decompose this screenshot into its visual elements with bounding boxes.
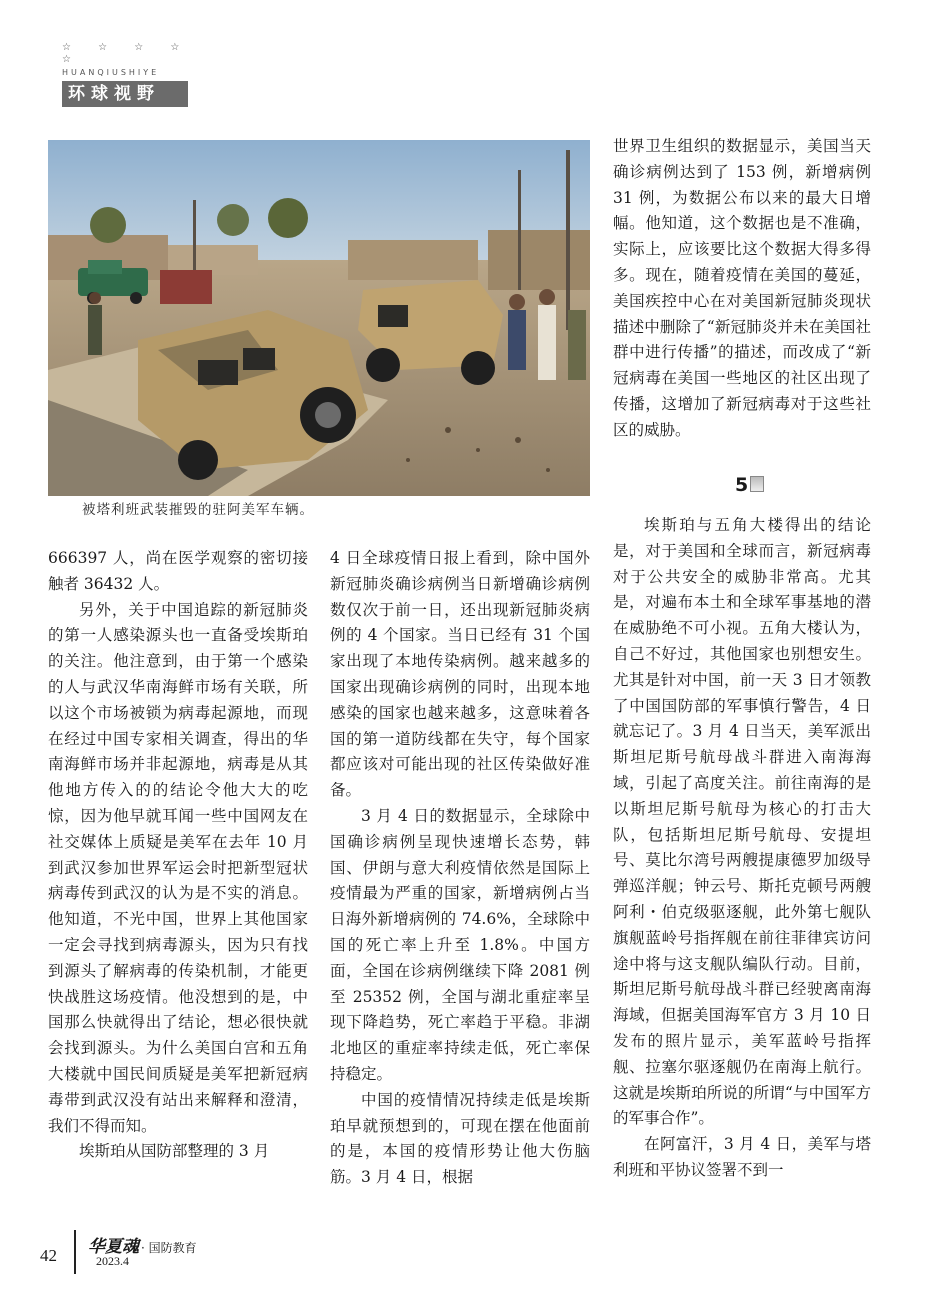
article-photo xyxy=(48,140,590,496)
column-left xyxy=(48,546,308,1165)
stars-decoration: ☆ ☆ ☆ ☆ ☆ xyxy=(62,42,192,65)
paragraph: 埃斯珀与五角大楼得出的结论是，对于美国和全球而言，新冠病毒对于公共安全的威胁非常高。尤其是，对遍布本土和全球军事基地的潜在威胁绝不可小视。五角大楼认为，自己不好过，其他国家也别想安生。尤其是针对中国，前一天 3 日才领教了中国国防部的军事慎行警告，4 日就忘记了。3 月 4 日当天，美军派出斯坦尼斯号航母战斗群进入南海海域，引起了高度关注。前往南海的是以斯坦尼斯号航母为核心的打击大队，包括斯坦尼斯号航母、安提坦号、莫比尔湾号两艘提康德罗加级导弹巡洋舰；钟云号、斯托克顿号两艘阿利・伯克级驱逐舰，此外第七舰队旗舰蓝岭号指挥舰在前往菲律宾访问途中将与这支舰队编队行动。目前，斯坦尼斯号航母战斗群已经驶离南海海域，但据美国海军官方 3 月 10 日发布的照片显示，美军蓝岭号指挥舰、拉塞尔驱逐舰仍在南海上航行。这就是埃斯珀所说的所谓“与中国军方的军事合作”。 xyxy=(613,516,871,1128)
paragraph: 埃斯珀从国防部整理的 3 月 xyxy=(79,1142,270,1161)
section-number-icon xyxy=(750,476,764,492)
paragraph: 世界卫生组织的数据显示，美国当天确诊病例达到了 153 例，新增病例 31 例，为数据公布以来的最大日增幅。他知道，这个数据也是不准确，实际上，应该要比这个数据大得多得多。现在，随着疫情在美国的蔓延，美国疾控中心在对美国新冠肺炎现状描述中删除了“新冠肺炎并未在美国社群中进行传播”的描述，而改成了“新冠病毒在美国一些地区的社区出现了传播，这增加了新冠病毒对于这些社区的威胁。 xyxy=(613,137,871,439)
section-number-label: 5 xyxy=(735,474,749,496)
magazine-subtitle: · 国防教育 xyxy=(141,1241,197,1255)
issue-number: 2023.4 xyxy=(96,1254,129,1268)
section-title: 环球视野 xyxy=(62,81,188,107)
paragraph: 在阿富汗，3 月 4 日，美军与塔利班和平协议签署不到一 xyxy=(613,1135,871,1179)
paragraph: 中国的疫情情况持续走低是埃斯珀早就预想到的，可现在摆在他面前的是，本国的疫情形势让他大伤脑筋。3 月 4 日，根据 xyxy=(330,1090,590,1187)
section-number xyxy=(735,474,764,496)
paragraph: 666397 人，尚在医学观察的密切接触者 36432 人。 xyxy=(48,549,308,593)
magazine-name: 华夏魂 xyxy=(88,1237,139,1257)
column-middle xyxy=(330,546,590,1191)
paragraph: 另外，关于中国追踪的新冠肺炎的第一人感染源头也一直备受埃斯珀的关注。他注意到，由于第一个感染的人与武汉华南海鲜市场有关联，所以这个市场被锁为病毒起源地，而现在经过中国专家相关调查，得出的华南海鲜市场并非起源地，病毒是从其他地方传入的的结论令他大大的吃惊，因为他早就耳闻一些中国网友在社交媒体上质疑是美军在去年 10 月到武汉参加世界军运会时把新型冠状病毒传到武汉的认为是不实的消息。他知道，不光中国，世界上其他国家一定会寻找到病毒源头，因为只有找到源头了解病毒的传染机制，才能更快战胜这场疫情。他没想到的是，中国那么快就得出了结论，想必很快就会找到源头。为什么美国白宫和五角大楼就中国民间质疑是美军把新冠病毒带到武汉没有站出来解释和澄清，我们不得而知。 xyxy=(48,600,308,1135)
paragraph: 4 日全球疫情日报上看到，除中国外新冠肺炎确诊病例当日新增确诊病例数仅次于前一日，还出现新冠肺炎病例的 4 个国家。当日已经有 31 个国家出现了本地传染病例。越来越多的国家出现确诊病例的同时，出现本地感染的国家也越来越多，这意味着各国的第一道防线都在失守，每个国家都应该对可能出现的社区传染做好准备。 xyxy=(330,549,590,800)
paragraph: 3 月 4 日的数据显示，全球除中国确诊病例呈现快速增长态势，韩国、伊朗与意大利疫情依然是国际上疫情最为严重的国家，新增病例占当日海外新增病例的 74.6%，全球除中国的死亡率上升至 1.8%。中国方面，全国在诊病例继续下降 2081 例至 25352 例，全国与湖北重症率呈现下降趋势，死亡率趋于平稳。非湖北地区的重症率持续走低，死亡率保持稳定。 xyxy=(330,806,590,1083)
section-header xyxy=(62,42,192,107)
column-right-bottom xyxy=(613,513,871,1184)
section-pinyin: HUANQIUSHIYE xyxy=(62,68,160,77)
destroyed-vehicles-photo xyxy=(48,140,590,496)
page-number: 42 xyxy=(40,1246,57,1265)
footer-divider xyxy=(74,1230,76,1274)
column-right-top xyxy=(613,134,871,444)
photo-caption: 被塔利班武装摧毁的驻阿美军车辆。 xyxy=(82,502,314,518)
